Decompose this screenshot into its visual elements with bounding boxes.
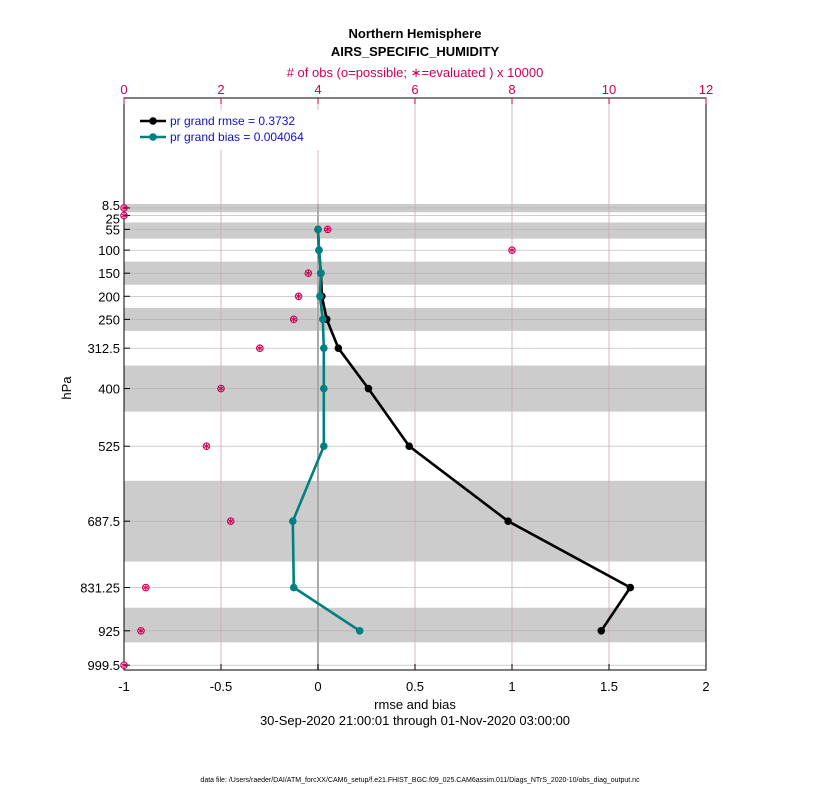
top-tick-label: 2 — [217, 82, 225, 97]
legend-rmse-marker — [149, 117, 157, 125]
bias-point — [319, 316, 327, 324]
top-tick-label: 6 — [411, 82, 419, 97]
bias-point — [320, 442, 328, 450]
y-tick-label: 400 — [98, 381, 120, 397]
rmse-point — [405, 442, 413, 450]
date-range: 30-Sep-2020 21:00:01 through 01-Nov-2020 03:00:00 — [259, 713, 571, 728]
x-tick-label: -1 — [118, 679, 130, 694]
y-tick-label: 831.25 — [80, 580, 120, 596]
x-tick-label: 1.5 — [599, 679, 619, 694]
rmse-point — [335, 344, 343, 352]
x-tick-label: 0.5 — [405, 679, 425, 694]
top-tick-label: 8 — [508, 82, 516, 97]
rmse-point — [627, 584, 635, 592]
y-tick-label: 8.5 — [101, 197, 120, 213]
x-tick-label: 1 — [508, 679, 516, 694]
bias-point — [289, 517, 297, 525]
legend-bias-marker — [149, 133, 157, 141]
chart-subtitle: AIRS_SPECIFIC_HUMIDITY — [330, 44, 500, 59]
legend-rmse-label: pr grand rmse = 0.3732 — [170, 114, 296, 128]
x-tick-label: 0 — [314, 679, 322, 694]
y-tick-label: 999.5 — [87, 658, 120, 674]
y-tick-label: 312.5 — [87, 341, 120, 357]
top-axis-label: # of obs (o=possible; ∗=evaluated ) x 10000 — [286, 65, 544, 80]
y-axis-label: hPa — [59, 376, 74, 400]
bias-point — [316, 292, 324, 300]
footer-data-file: data file: /Users/raeder/DAI/ATM_forcXX/CAM6_setup/f.e21.FHIST_BGC.f09_025.CAM6assim.011/Diags_NTrS_2020-10/obs_diag_output.nc — [200, 777, 640, 784]
series-layer — [289, 226, 634, 635]
rmse-point — [365, 385, 373, 393]
y-tick-label: 525 — [98, 439, 120, 455]
y-tick-label: 250 — [98, 312, 120, 328]
x-tick-label: 2 — [702, 679, 710, 694]
rmse-point — [504, 517, 512, 525]
top-tick-label: 10 — [601, 82, 617, 97]
y-tick-label: 55 — [105, 222, 120, 238]
y-tick-label: 100 — [98, 243, 120, 259]
y-tick-label: 687.5 — [87, 514, 120, 530]
bias-point — [356, 627, 364, 635]
bias-point — [314, 226, 322, 234]
y-tick-label: 25 — [105, 211, 120, 227]
bias-point — [320, 344, 328, 352]
bias-point — [290, 584, 298, 592]
y-tick-label: 200 — [98, 289, 120, 305]
top-tick-label: 4 — [314, 82, 322, 97]
top-tick-label: 0 — [120, 82, 128, 97]
x-tick-label: -0.5 — [209, 679, 233, 694]
bias-point — [317, 269, 325, 277]
y-tick-label: 925 — [98, 623, 120, 639]
bias-line — [293, 229, 360, 630]
y-tick-label: 150 — [98, 266, 120, 282]
bias-point — [320, 385, 328, 393]
legend-bias-label: pr grand bias = 0.004064 — [170, 130, 304, 144]
rmse-point — [597, 627, 605, 635]
rmse-line — [318, 229, 630, 630]
x-axis-label: rmse and bias — [374, 697, 456, 712]
chart-title: Northern Hemisphere — [348, 26, 482, 41]
top-tick-label: 12 — [698, 82, 714, 97]
legend — [132, 110, 322, 150]
bias-point — [315, 246, 323, 254]
